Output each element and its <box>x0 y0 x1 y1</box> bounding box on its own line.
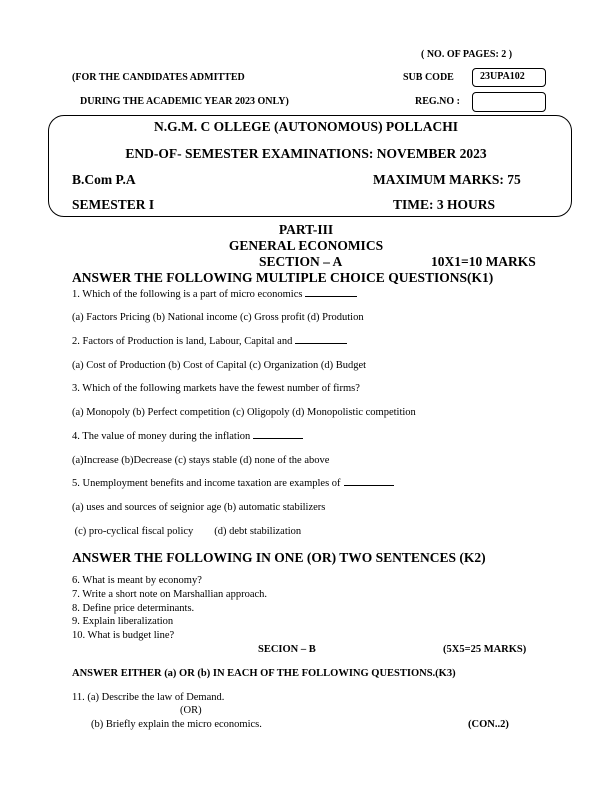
course-name: B.Com P.A <box>72 172 136 187</box>
continued-marker: (CON..2) <box>468 719 509 730</box>
exam-duration: TIME: 3 HOURS <box>393 197 496 212</box>
section-b-heading: ANSWER EITHER (a) OR (b) IN EACH OF THE FOLLOWING QUESTIONS.(K3) <box>72 668 456 679</box>
question-3-options: (a) Monopoly (b) Perfect competition (c) Oligopoly (d) Monopolistic competition <box>72 407 416 418</box>
question-1 <box>72 289 357 300</box>
answer-blank <box>253 437 303 439</box>
question-2 <box>72 336 347 347</box>
question-2-text: 2. Factors of Production is land, Labour, Capital and <box>72 336 293 347</box>
question-8: 8. Define price determinants. <box>72 603 195 614</box>
section-a-marks: 10X1=10 MARKS <box>431 254 536 269</box>
question-5-options-line-2: (c) pro-cyclical fiscal policy (d) debt stabilization <box>72 526 302 537</box>
question-11b: (b) Briefly explain the micro economics. <box>91 719 262 730</box>
exam-title: END-OF- SEMESTER EXAMINATIONS: NOVEMBER 2023 <box>125 146 487 161</box>
section-b-marks: (5X5=25 MARKS) <box>443 644 527 655</box>
page-count: ( NO. OF PAGES: 2 ) <box>421 49 513 60</box>
question-9: 9. Explain liberalization <box>72 616 174 627</box>
question-5-text: 5. Unemployment benefits and income taxation are examples of <box>72 478 341 489</box>
candidates-note: (FOR THE CANDIDATES ADMITTED <box>72 72 245 83</box>
maximum-marks: MAXIMUM MARKS: 75 <box>373 172 521 187</box>
part-title: PART-III <box>278 222 334 237</box>
question-7: 7. Write a short note on Marshallian approach. <box>72 589 268 600</box>
short-answer-heading: ANSWER THE FOLLOWING IN ONE (OR) TWO SENTENCES (K2) <box>72 550 486 565</box>
sub-code-value: 23UPA102 <box>480 71 525 82</box>
question-2-options: (a) Cost of Production (b) Cost of Capital (c) Organization (d) Budget <box>72 360 367 371</box>
question-1-text: 1. Which of the following is a part of micro economics <box>72 289 303 300</box>
academic-year-note: DURING THE ACADEMIC YEAR 2023 ONLY) <box>80 96 289 107</box>
answer-blank <box>295 342 347 344</box>
subject-title: GENERAL ECONOMICS <box>228 238 384 253</box>
question-4 <box>72 431 303 442</box>
mcq-heading: ANSWER THE FOLLOWING MULTIPLE CHOICE QUESTIONS(K1) <box>72 270 494 285</box>
question-6: 6. What is meant by economy? <box>72 575 202 586</box>
reg-no-label: REG.NO : <box>415 96 460 107</box>
or-separator: (OR) <box>180 705 202 716</box>
question-10: 10. What is budget line? <box>72 630 175 641</box>
question-4-text: 4. The value of money during the inflation <box>72 431 251 442</box>
question-5-options-line-1: (a) uses and sources of seignior age (b) automatic stabilizers <box>72 502 326 513</box>
sub-code-label: SUB CODE <box>403 72 454 83</box>
question-1-options: (a) Factors Pricing (b) National income (c) Gross profit (d) Prodution <box>72 312 364 323</box>
question-11a: 11. (a) Describe the law of Demand. <box>72 692 225 703</box>
answer-blank <box>344 484 394 486</box>
answer-blank <box>305 295 357 297</box>
semester: SEMESTER I <box>72 197 155 212</box>
question-4-options: (a)Increase (b)Decrease (c) stays stable (d) none of the above <box>72 455 330 466</box>
question-3: 3. Which of the following markets have the fewest number of firms? <box>72 383 360 394</box>
sub-code-box <box>472 68 546 87</box>
question-5 <box>72 478 394 489</box>
section-b-title: SECION – B <box>258 644 316 655</box>
section-a-title: SECTION – A <box>259 254 343 269</box>
reg-no-box <box>472 92 546 112</box>
college-name: N.G.M. C OLLEGE (AUTONOMOUS) POLLACHI <box>154 119 458 134</box>
